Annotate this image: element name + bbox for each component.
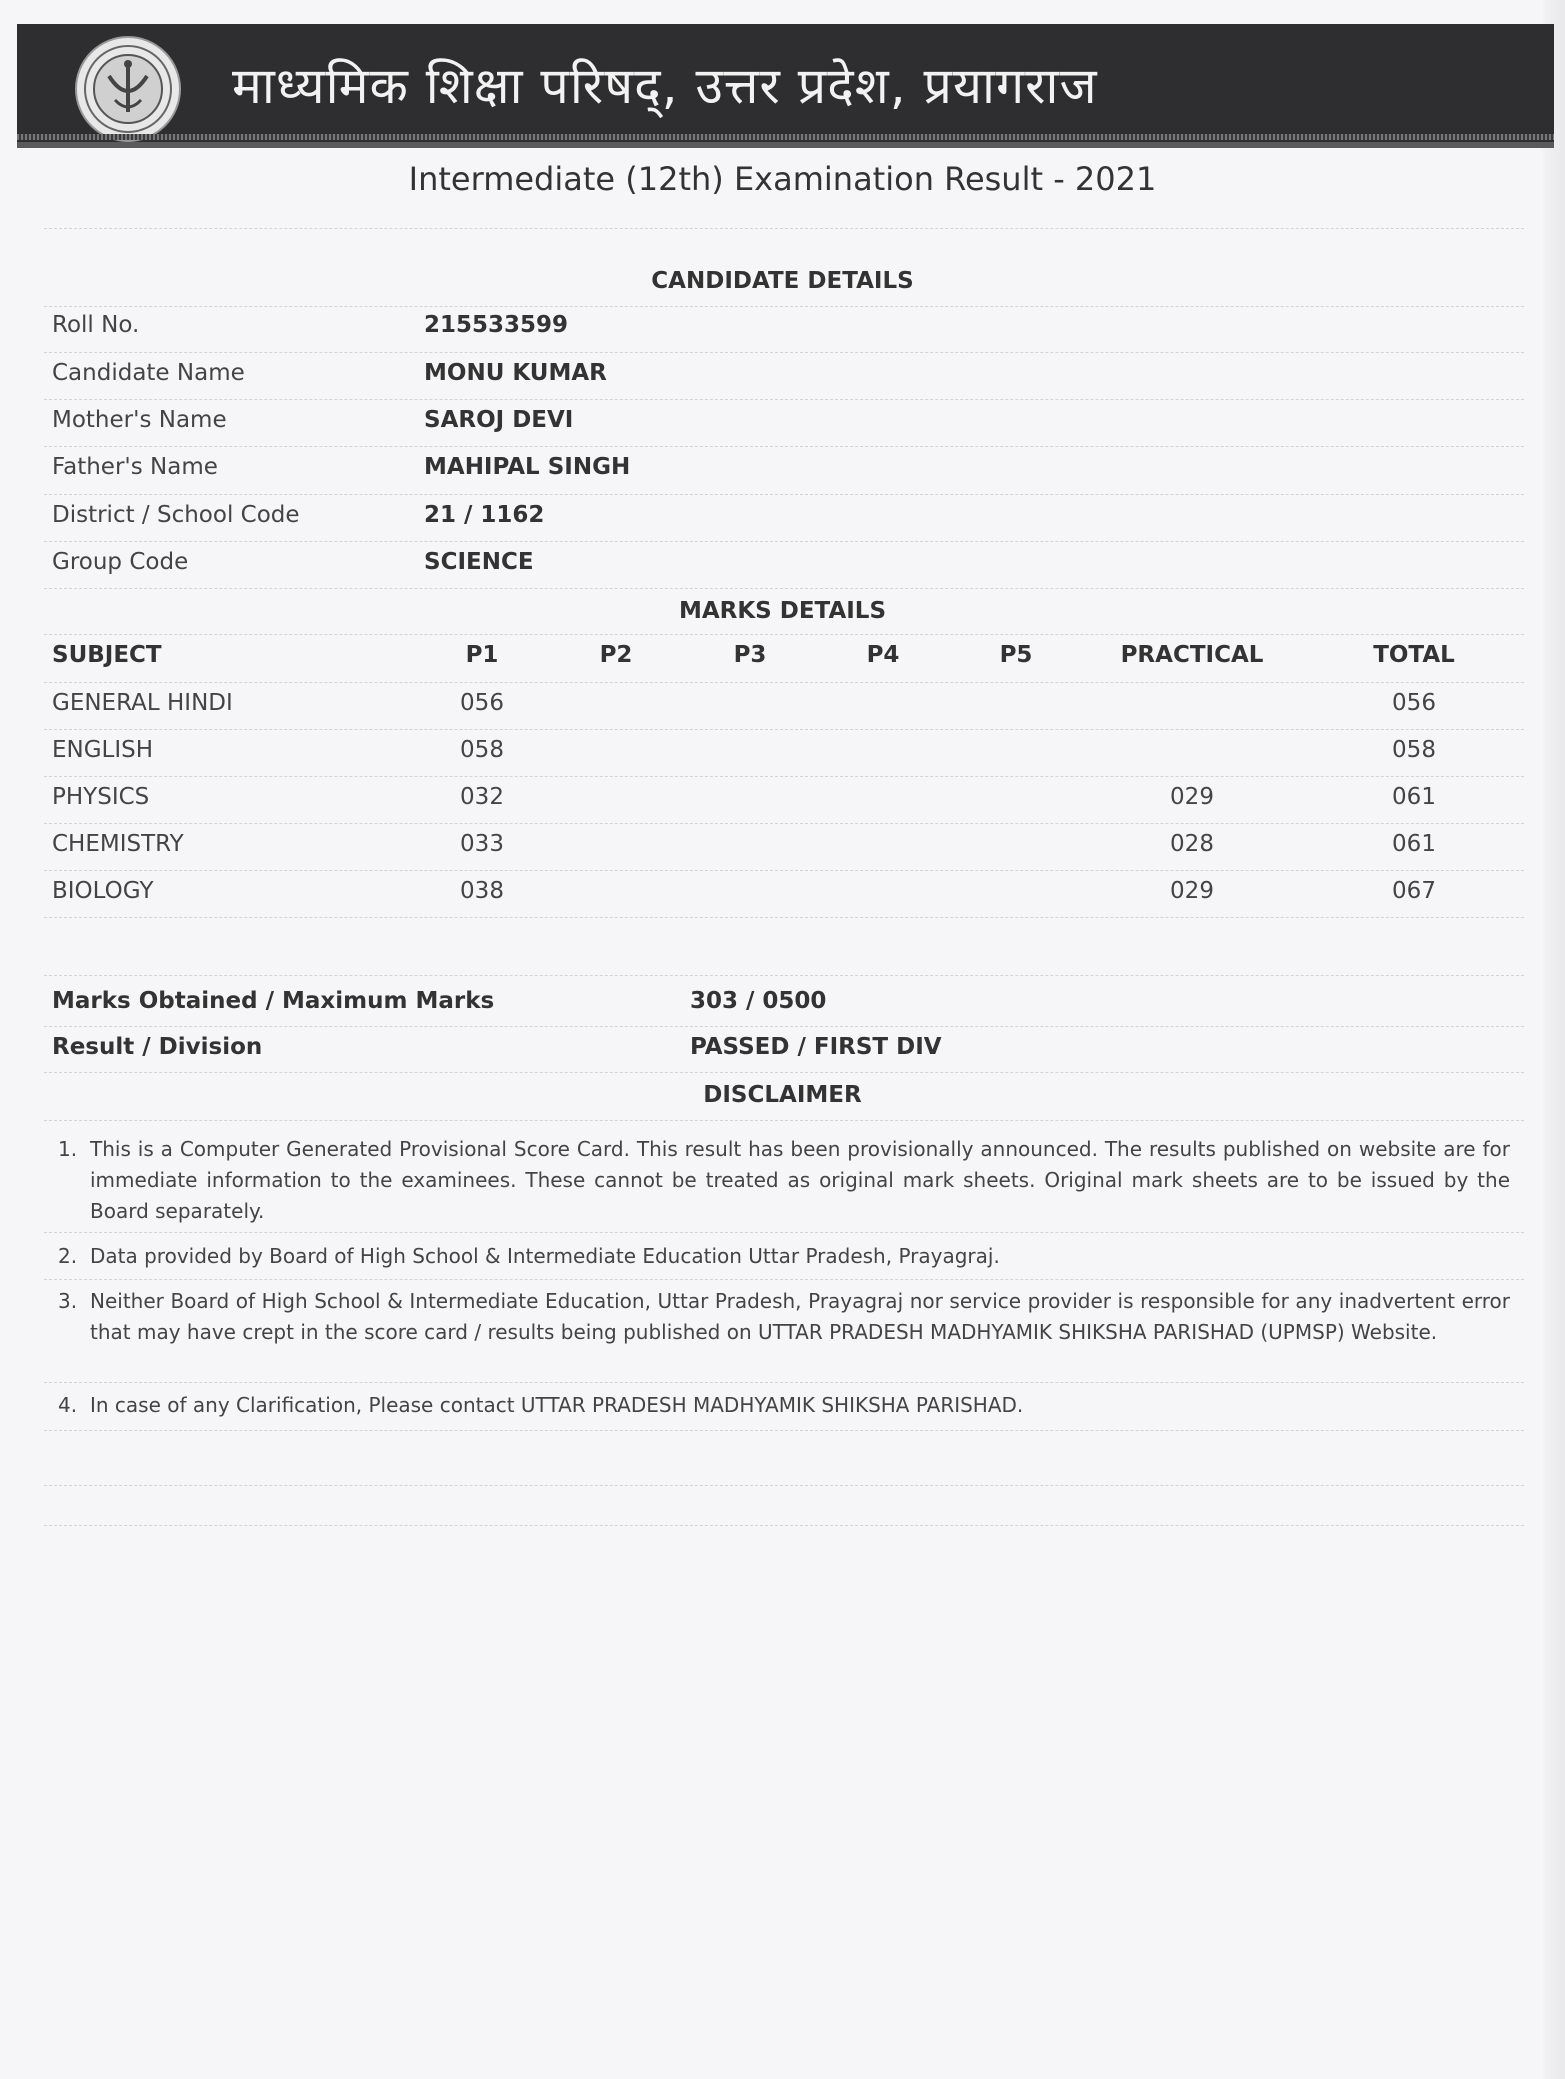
field-value: SCIENCE [424,549,534,575]
disclaimer-heading: DISCLAIMER [703,1082,862,1108]
result-row [0,1034,1565,1074]
divider [44,634,1524,635]
candidate-row [0,360,1565,400]
divider [44,588,1524,589]
field-value: MAHIPAL SINGH [424,454,631,480]
col-head-p4: P4 [866,642,900,668]
col-head-p2: P2 [599,642,633,668]
marks-obtained-label: Marks Obtained / Maximum Marks [52,988,495,1014]
divider [44,975,1524,976]
candidate-row [0,502,1565,542]
divider [44,352,1524,353]
total-cell: 061 [1392,784,1436,810]
disclaimer-number: 1. [58,1137,78,1161]
field-label: Father's Name [52,454,218,480]
header-banner [17,24,1554,148]
disclaimer-text: Neither Board of High School & Intermediate Education, Uttar Pradesh, Prayagraj nor service provider is responsible for any inadvertent error that may have crept in the score card / results being published on UTTAR PRADESH MADHYAMIK SHIKSHA PARISHAD (UPMSP) Website. [90,1289,1510,1344]
disclaimer-item [58,1241,1510,1272]
divider [44,776,1524,777]
table-row [0,831,1565,871]
field-value: SAROJ DEVI [424,407,574,433]
divider [44,870,1524,871]
field-value: 215533599 [424,312,569,338]
col-head-p5: P5 [999,642,1033,668]
divider [44,1120,1524,1121]
subject-cell: GENERAL HINDI [52,690,233,716]
candidate-row [0,312,1565,352]
field-label: Group Code [52,549,189,575]
divider [44,1525,1524,1526]
divider [44,823,1524,824]
disclaimer-text: Data provided by Board of High School & Intermediate Education Uttar Pradesh, Prayagraj. [90,1244,1000,1268]
subject-cell: CHEMISTRY [52,831,184,857]
disclaimer-number: 3. [58,1289,78,1313]
disclaimer-text: In case of any Clarification, Please contact UTTAR PRADESH MADHYAMIK SHIKSHA PARISHAD. [90,1393,1024,1417]
divider [44,1430,1524,1431]
board-title: माध्यमिक शिक्षा परिषद्, उत्तर प्रदेश, प्रयागराज [232,57,1098,115]
col-head-total: TOTAL [1373,642,1455,668]
disclaimer-item [58,1390,1510,1421]
p1-cell: 058 [460,737,504,763]
table-row [0,690,1565,730]
p1-cell: 038 [460,878,504,904]
disclaimer-item [58,1286,1510,1348]
subject-cell: ENGLISH [52,737,154,763]
marks-details-heading: MARKS DETAILS [678,598,887,624]
field-label: Mother's Name [52,407,227,433]
disclaimer-item [58,1134,1510,1227]
divider [44,541,1524,542]
field-value: MONU KUMAR [424,360,607,386]
divider [44,228,1524,229]
col-head-p3: P3 [733,642,767,668]
field-value: 21 / 1162 [424,502,545,528]
marks-header-row [0,642,1565,682]
candidate-row [0,454,1565,494]
total-cell: 067 [1392,878,1436,904]
marks-obtained-value: 303 / 0500 [690,988,827,1014]
table-row [0,784,1565,824]
divider [44,306,1524,307]
divider [44,1232,1524,1233]
divider [44,1072,1524,1073]
candidate-details-heading: CANDIDATE DETAILS [651,268,914,294]
col-head-p1: P1 [465,642,499,668]
practical-cell: 029 [1170,878,1214,904]
result-value: PASSED / FIRST DIV [690,1034,942,1060]
col-head-practical: PRACTICAL [1120,642,1264,668]
total-cell: 061 [1392,831,1436,857]
divider [44,1382,1524,1383]
disclaimer-number: 2. [58,1244,78,1268]
practical-cell: 028 [1170,831,1214,857]
total-cell: 058 [1392,737,1436,763]
banner-stripe [17,134,1554,140]
p1-cell: 032 [460,784,504,810]
field-label: Roll No. [52,312,140,338]
candidate-row [0,549,1565,589]
practical-cell: 029 [1170,784,1214,810]
divider [44,917,1524,918]
result-label: Result / Division [52,1034,263,1060]
disclaimer-text: This is a Computer Generated Provisional Score Card. This result has been provisionally announced. The results published on website are for immediate information to the examinees. These cannot be treated as original mark sheets. Original mark sheets are to be issued by the Board separately. [90,1137,1510,1223]
divider [44,446,1524,447]
col-head-subject: SUBJECT [52,642,162,668]
disclaimer-number: 4. [58,1393,78,1417]
subject-cell: BIOLOGY [52,878,154,904]
p1-cell: 056 [460,690,504,716]
subject-cell: PHYSICS [52,784,150,810]
divider [44,399,1524,400]
table-row [0,737,1565,777]
table-row [0,878,1565,918]
divider [44,1279,1524,1280]
exam-title: Intermediate (12th) Examination Result - 2021 [408,160,1157,198]
marks-summary-row [0,988,1565,1028]
divider [44,729,1524,730]
divider [44,682,1524,683]
candidate-row [0,407,1565,447]
divider [44,1485,1524,1486]
field-label: Candidate Name [52,360,245,386]
total-cell: 056 [1392,690,1436,716]
divider [44,1026,1524,1027]
field-label: District / School Code [52,502,300,528]
upmsp-emblem-icon [73,34,183,144]
divider [44,494,1524,495]
p1-cell: 033 [460,831,504,857]
